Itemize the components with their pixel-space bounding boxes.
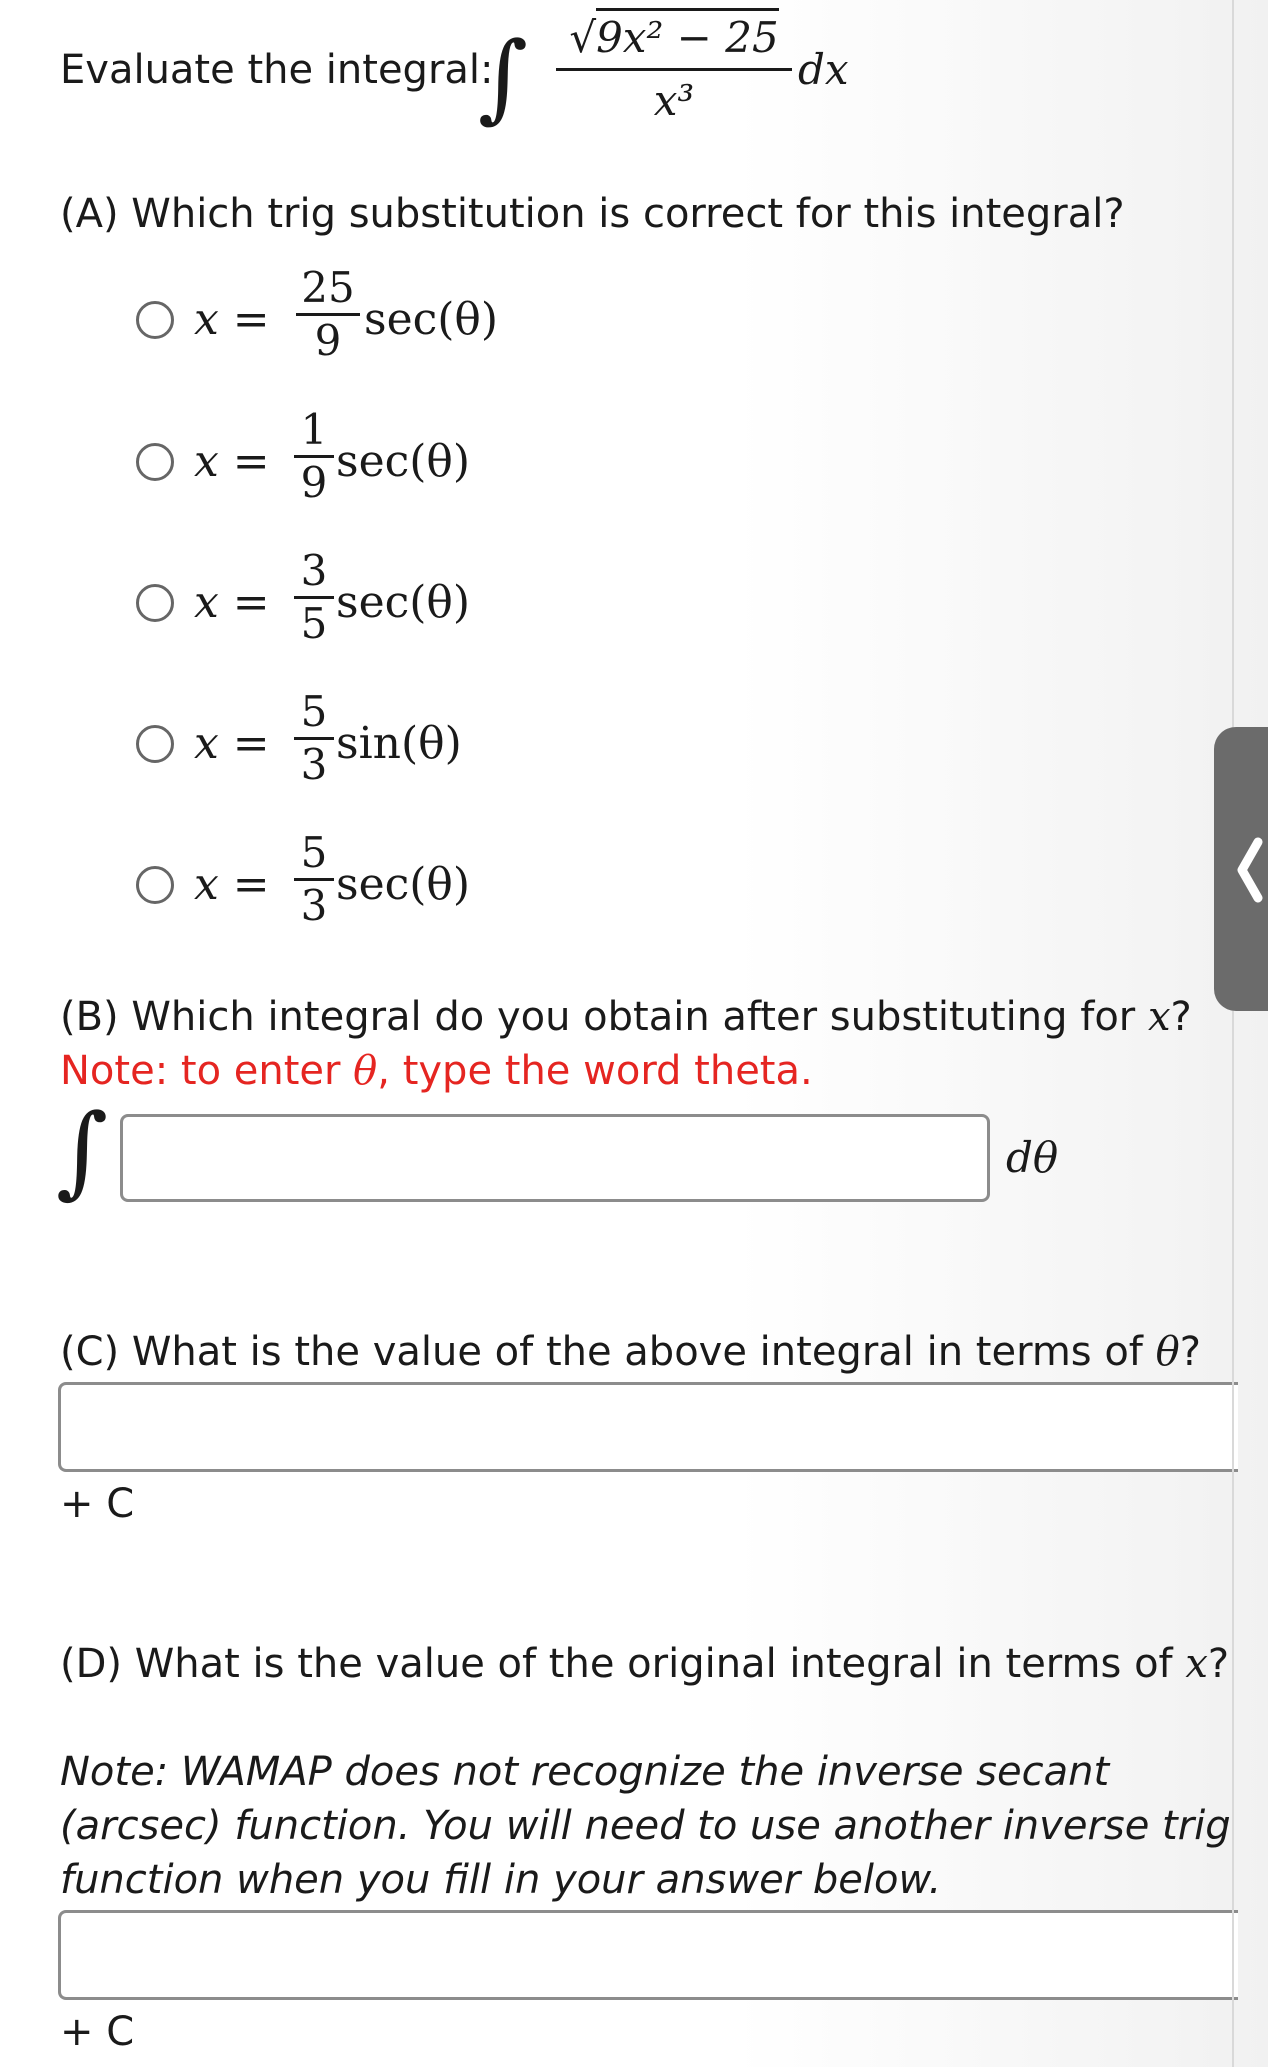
part-d-note-line-3: function when you fill in your answer below. — [60, 1857, 942, 1903]
option-1-fraction — [296, 265, 360, 364]
part-b-prompt-text: (B) Which integral do you obtain after substituting for — [60, 994, 1148, 1040]
part-d-plus-c: + C — [60, 2009, 135, 2055]
part-b-differential: dθ — [1006, 1133, 1059, 1182]
part-d-note-line-1: Note: WAMAP does not recognize the inverse secant — [60, 1749, 1110, 1795]
option-1-function: sec(θ) — [364, 294, 499, 345]
part-b-prompt — [60, 993, 1192, 1041]
option-1-denominator: 9 — [314, 316, 342, 365]
option-3-fraction — [294, 548, 334, 647]
option-2-fraction — [294, 407, 334, 506]
intro-fraction — [556, 14, 792, 125]
option-2-function: sec(θ) — [336, 436, 471, 487]
part-b-note-end: , type the word theta. — [377, 1048, 813, 1094]
part-b-note-var: θ — [353, 1048, 378, 1094]
part-b-answer-input[interactable] — [120, 1114, 990, 1202]
option-3-lhs: x = — [194, 577, 270, 628]
option-1-lhs: x = — [194, 294, 270, 345]
part-d-note-line-2: (arcsec) function. You will need to use another inverse trig — [60, 1803, 1231, 1849]
part-c-prompt — [60, 1328, 1201, 1376]
option-3-numerator: 3 — [300, 546, 328, 595]
option-5-fraction — [294, 830, 334, 929]
option-3-denominator: 5 — [300, 599, 328, 648]
intro-numerator — [556, 14, 792, 62]
intro-differential: dx — [798, 45, 849, 94]
intro-integral-sign: ∫ — [478, 21, 529, 133]
option-4-function: sin(θ) — [336, 718, 462, 769]
option-5-radio[interactable] — [136, 866, 174, 904]
part-c-prompt-var: θ — [1155, 1329, 1180, 1375]
option-4-fraction — [294, 689, 334, 788]
part-d-prompt-text: (D) What is the value of the original integral in terms of — [60, 1641, 1186, 1687]
part-c-prompt-text: (C) What is the value of the above integral in terms of — [60, 1329, 1156, 1375]
right-edge-divider — [1232, 0, 1234, 2067]
option-4-denominator: 3 — [300, 740, 328, 789]
part-d-prompt — [60, 1640, 1229, 1688]
option-4-numerator: 5 — [300, 687, 328, 736]
part-d-prompt-var: x — [1185, 1641, 1208, 1687]
part-c-prompt-end: ? — [1179, 1329, 1201, 1375]
sqrt-symbol: √ — [569, 13, 597, 62]
part-d-prompt-end: ? — [1207, 1641, 1230, 1687]
option-2-radio[interactable] — [136, 443, 174, 481]
part-a-prompt: (A) Which trig substitution is correct for this integral? — [60, 191, 1125, 237]
part-d-answer-input[interactable] — [58, 1910, 1238, 2000]
option-5-denominator: 3 — [300, 881, 328, 930]
part-c-plus-c: + C — [60, 1481, 135, 1527]
chevron-left-icon[interactable] — [1228, 830, 1268, 910]
part-c-answer-input[interactable] — [58, 1382, 1238, 1472]
part-b-integral-sign: ∫ — [56, 1092, 109, 1209]
intro-label: Evaluate the integral: — [60, 47, 494, 93]
part-b-prompt-end: ? — [1170, 994, 1192, 1040]
radicand: 9x² − 25 — [596, 8, 779, 62]
part-b-note-text: Note: to enter — [60, 1048, 354, 1094]
intro-denominator: x³ — [653, 76, 695, 125]
part-b-note — [60, 1047, 813, 1095]
option-5-lhs: x = — [194, 859, 270, 910]
option-3-function: sec(θ) — [336, 577, 471, 628]
option-5-function: sec(θ) — [336, 859, 471, 910]
option-4-radio[interactable] — [136, 725, 174, 763]
option-1-numerator: 25 — [301, 263, 355, 312]
part-b-prompt-var: x — [1147, 994, 1171, 1040]
option-3-radio[interactable] — [136, 584, 174, 622]
option-1-radio[interactable] — [136, 301, 174, 339]
option-5-numerator: 5 — [300, 828, 328, 877]
option-2-numerator: 1 — [300, 405, 328, 454]
option-4-lhs: x = — [194, 718, 270, 769]
intro-fraction-bar — [556, 68, 792, 71]
option-2-lhs: x = — [194, 436, 270, 487]
option-2-denominator: 9 — [300, 458, 328, 507]
